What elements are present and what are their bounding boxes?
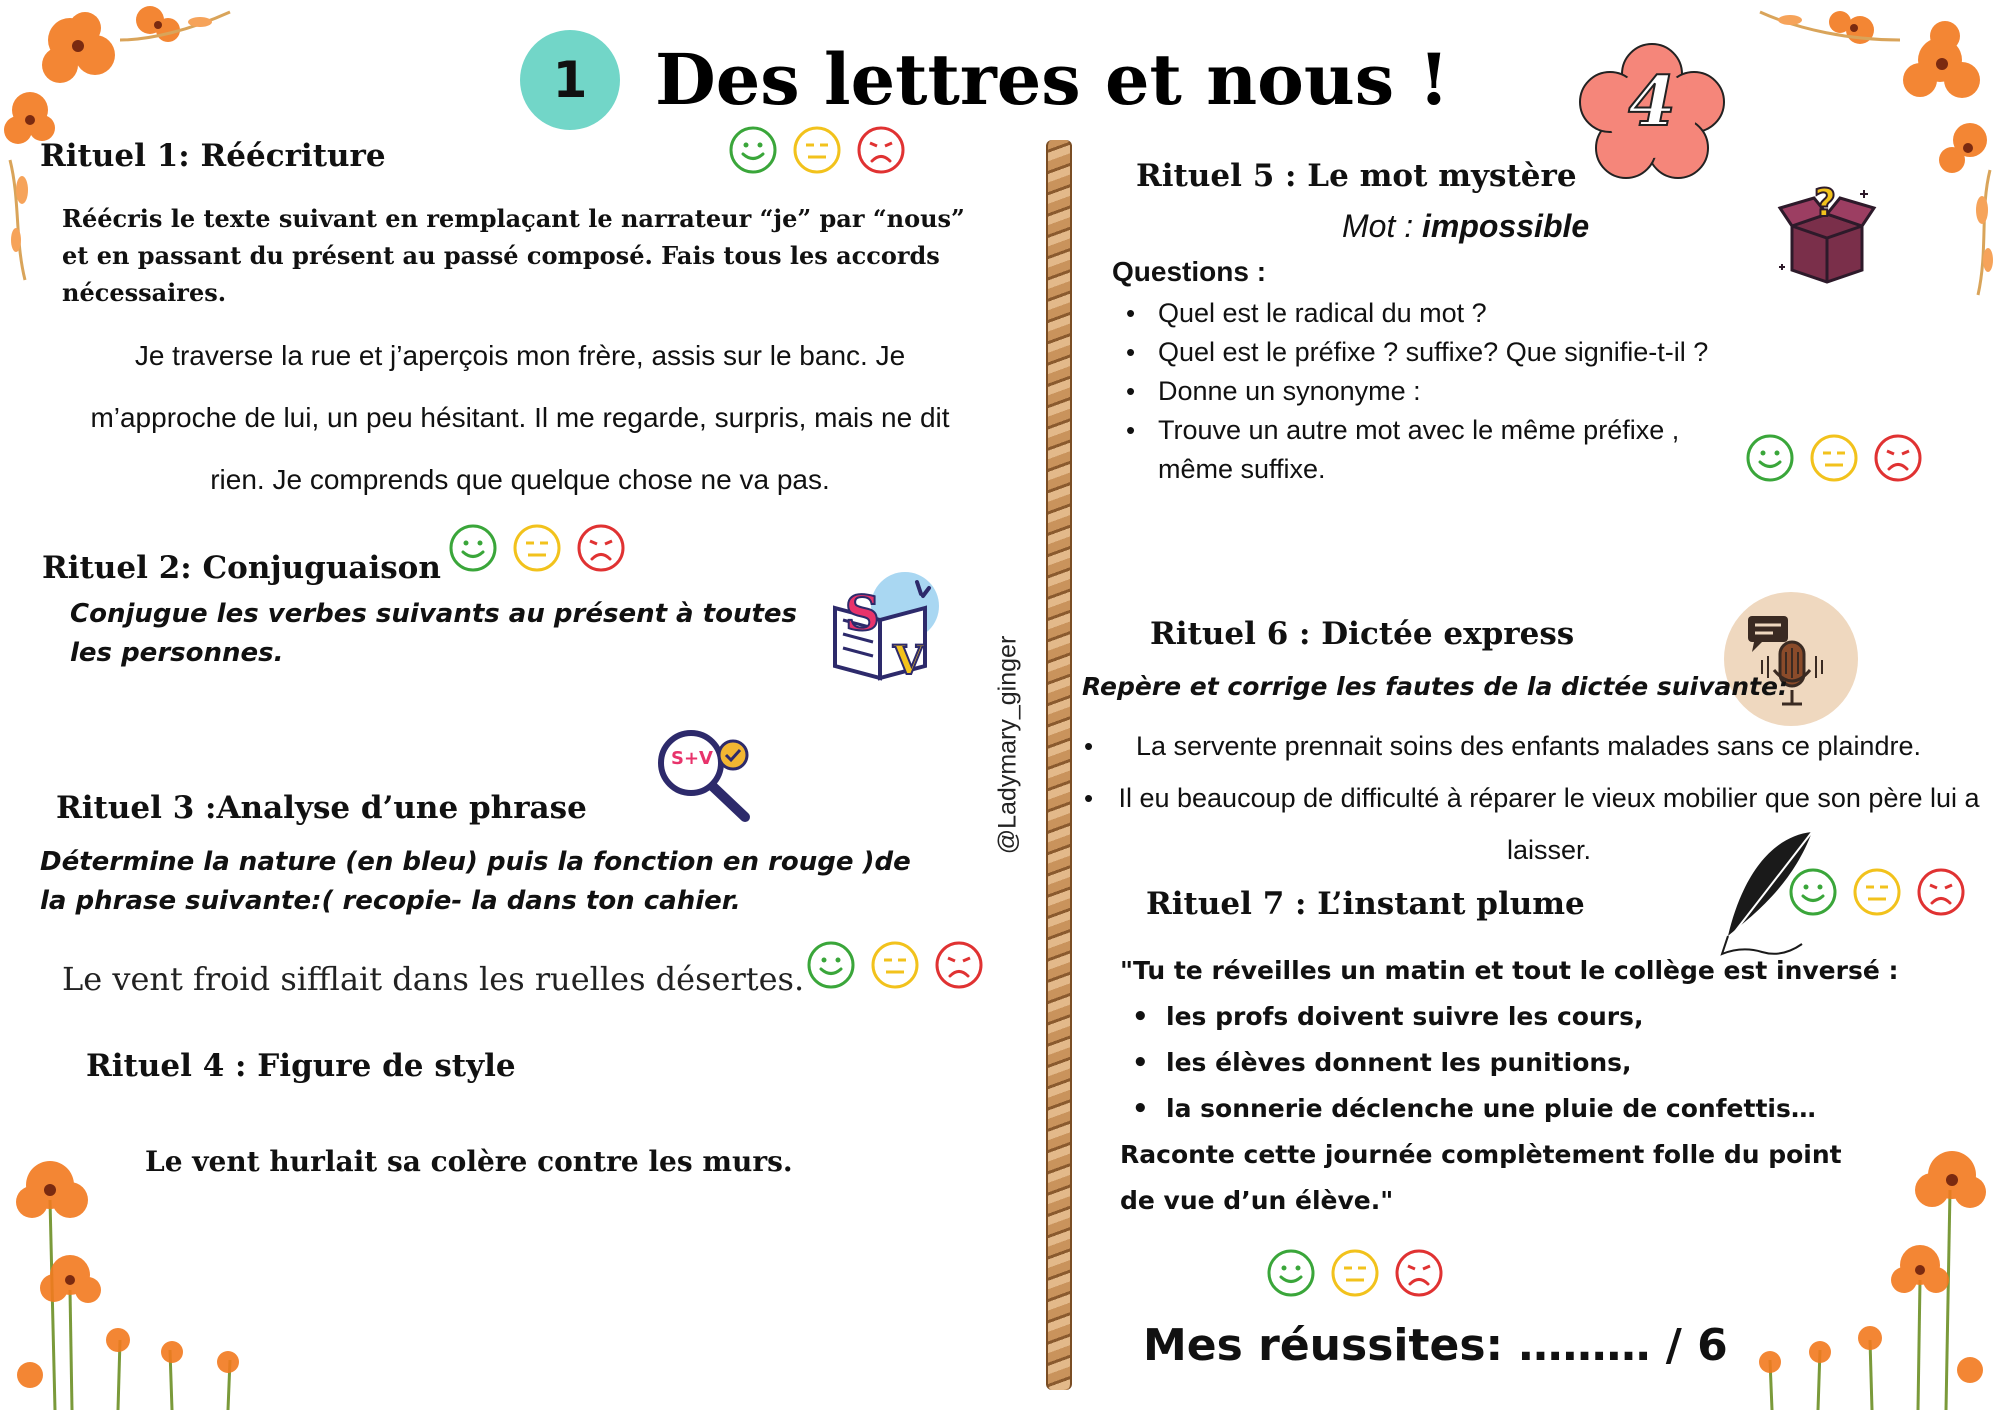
rituel1-instruction: Réécris le texte suivant en remplaçant le narrateur “je” par “nous” et en passant du présent au passé composé. Fais tous les accords nécessaires. (62, 204, 965, 307)
smiley-happy-icon[interactable] (728, 125, 778, 175)
list-item: • Donne un synonyme : (1124, 372, 1774, 411)
rituel1-text-line: rien. Je comprends que quelque chose ne va pas. (210, 464, 830, 495)
smiley-neutral-icon[interactable] (1809, 433, 1859, 483)
smiley-sad-icon[interactable] (856, 125, 906, 175)
list-item: • Quel est le préfixe ? suffixe? Que signifie-t-il ? (1124, 333, 1774, 372)
rituel2-title: Rituel 2: Conjuguaison (42, 550, 441, 586)
header-number: 1 (552, 51, 588, 109)
rituel5-mot-label: Mot : (1342, 208, 1423, 244)
rituel3-title: Rituel 3 :Analyse d’une phrase (56, 790, 587, 826)
flower-corner-bottom-left (0, 1140, 290, 1414)
watermark: @Ladymary_ginger (993, 635, 1022, 855)
list-item: • les profs doivent suivre les cours, (1130, 994, 1880, 1040)
rituel5-mot-value: impossible (1422, 208, 1590, 244)
rituel6-title: Rituel 6 : Dictée express (1150, 616, 1575, 652)
page-title: Des lettres et nous ! (655, 38, 1450, 121)
smiley-neutral-icon[interactable] (870, 940, 920, 990)
mystery-box-icon (1772, 178, 1882, 288)
smiley-sad-icon[interactable] (1873, 433, 1923, 483)
smiley-neutral-icon[interactable] (512, 523, 562, 573)
smiley-sad-icon[interactable] (576, 523, 626, 573)
rituel7-bottom-rating (1266, 1248, 1444, 1298)
smiley-happy-icon[interactable] (448, 523, 498, 573)
rituel4-title: Rituel 4 : Figure de style (86, 1048, 516, 1084)
magnifier-label: S+V (671, 748, 713, 769)
rituel3-sentence: Le vent froid sifflait dans les ruelles désertes. (62, 960, 805, 998)
smiley-sad-icon[interactable] (1916, 867, 1966, 917)
book-subject-verb-icon (825, 568, 945, 683)
rituel1-text (40, 325, 1000, 511)
smiley-happy-icon[interactable] (1788, 867, 1838, 917)
rituel7-title: Rituel 7 : L’instant plume (1146, 886, 1585, 922)
list-item: • La servente prennait soins des enfants malades sans ce plaindre. (1082, 720, 1982, 772)
list-item: • Il eu beaucoup de difficulté à réparer le vieux mobilier que son père lui a laisser. (1082, 772, 1982, 876)
magnifier-icon (655, 725, 755, 825)
rituel7-prompt (1120, 948, 1899, 1224)
svg-text:S: S (845, 586, 880, 642)
rituel4-sentence: Le vent hurlait sa colère contre les murs. (145, 1145, 793, 1178)
rituel7-conclusion: Raconte cette journée complètement folle du point de vue d’un élève." (1120, 1140, 1842, 1215)
rituel6-instruction: Repère et corrige les fautes de la dictée suivante: (1082, 672, 1788, 701)
rituel2-rating (448, 523, 626, 573)
smiley-neutral-icon[interactable] (1852, 867, 1902, 917)
smiley-happy-icon[interactable] (806, 940, 856, 990)
rituel5-questions-label: Questions : (1112, 256, 1267, 287)
rituel7-intro: "Tu te réveilles un matin et tout le collège est inversé : (1120, 956, 1899, 985)
smiley-neutral-icon[interactable] (1330, 1248, 1380, 1298)
rituel5-questions-list (1124, 294, 1774, 489)
svg-text:V: V (893, 637, 925, 683)
rituel1-rating (728, 125, 906, 175)
rituel7-rating (1788, 867, 1966, 917)
rituel7-list (1120, 994, 1880, 1132)
rituel1-text-line: Je traverse la rue et j’aperçois mon frère, assis sur le banc. Je (134, 340, 906, 371)
list-item: • la sonnerie déclenche une pluie de confettis… (1130, 1086, 1880, 1132)
rituel5-mot (1342, 208, 1589, 245)
rituel3-instruction: Détermine la nature (en bleu) puis la fonction en rouge )de la phrase suivante:( recopie- la dans ton cahier. (40, 847, 911, 916)
rituel5-title: Rituel 5 : Le mot mystère (1136, 158, 1577, 194)
flower-number: 4 (1628, 62, 1676, 142)
rituel6-list (1082, 720, 1982, 876)
rituel1-title: Rituel 1: Réécriture (40, 138, 386, 174)
smiley-sad-icon[interactable] (934, 940, 984, 990)
list-item: • Quel est le radical du mot ? (1124, 294, 1774, 333)
smiley-happy-icon[interactable] (1745, 433, 1795, 483)
header-number-circle (520, 30, 620, 130)
list-item: • Trouve un autre mot avec le même préfixe , même suffixe. (1124, 411, 1758, 489)
rituel3-rating (806, 940, 984, 990)
svg-text:?: ? (1814, 181, 1837, 225)
microphone-icon (1722, 590, 1860, 728)
smiley-neutral-icon[interactable] (792, 125, 842, 175)
rituel2-instruction: Conjugue les verbes suivants au présent à toutes les personnes. (70, 599, 797, 668)
rituel1-text-line: m’approche de lui, un peu hésitant. Il me regarde, surpris, mais ne dit (90, 402, 950, 433)
rituel5-rating (1745, 433, 1923, 483)
smiley-happy-icon[interactable] (1266, 1248, 1316, 1298)
score-line: Mes réussites: ……… / 6 (1143, 1320, 1728, 1371)
list-item: • les élèves donnent les punitions, (1130, 1040, 1880, 1086)
smiley-sad-icon[interactable] (1394, 1248, 1444, 1298)
rope-divider (1046, 140, 1072, 1390)
